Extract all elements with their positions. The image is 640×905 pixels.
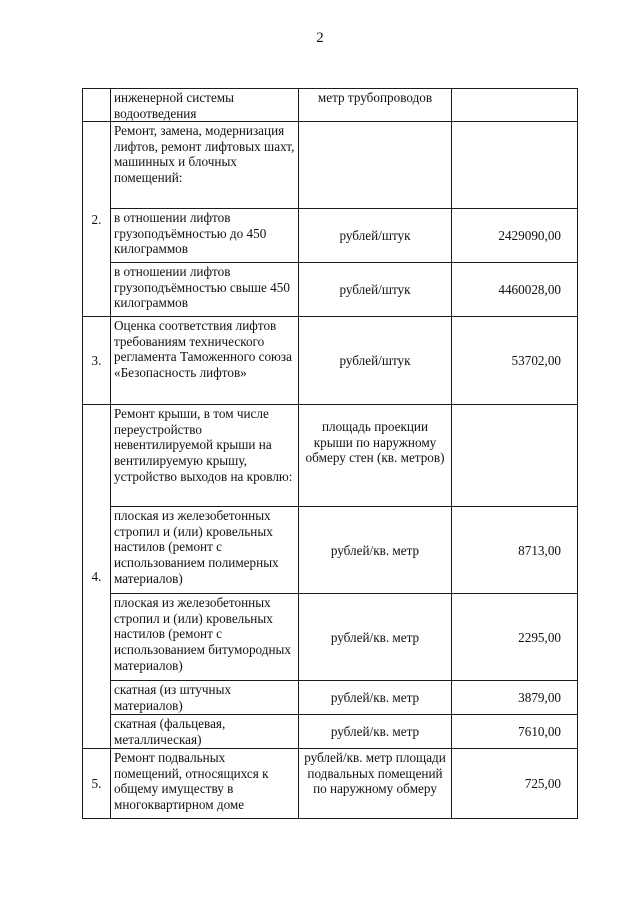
works-price-table	[82, 88, 578, 819]
unit-of-measure: площадь проекции крыши по наружному обмеру стен (кв. метров)	[299, 405, 452, 507]
work-description: Ремонт, замена, модернизация лифтов, ремонт лифтовых шахт, машинных и блочных помещений:	[111, 122, 299, 209]
work-description: скатная (из штучных материалов)	[111, 681, 299, 715]
price-value: 4460028,00	[452, 263, 578, 317]
price-value: 7610,00	[452, 715, 578, 749]
price-value: 2429090,00	[452, 209, 578, 263]
unit-of-measure: рублей/кв. метр площади подвальных помещений по наружному обмеру	[299, 749, 452, 819]
page-number: 2	[316, 30, 324, 46]
table-row	[83, 507, 578, 594]
table-row	[83, 715, 578, 749]
table-row	[83, 749, 578, 819]
work-description: инженерной системы водоотведения	[111, 89, 299, 122]
price-value: 8713,00	[452, 507, 578, 594]
work-description: в отношении лифтов грузоподъёмностью свыше 450 килограммов	[111, 263, 299, 317]
price-value: 725,00	[452, 749, 578, 819]
table-row	[83, 317, 578, 405]
table-row	[83, 122, 578, 209]
unit-of-measure: метр трубопроводов	[299, 89, 452, 122]
table-row	[83, 263, 578, 317]
work-description: Оценка соответствия лифтов требованиям технического регламента Таможенного союза «Безопасность лифтов»	[111, 317, 299, 405]
row-number: 5.	[83, 749, 111, 819]
row-number: 4.	[83, 405, 111, 749]
unit-of-measure: рублей/кв. метр	[299, 681, 452, 715]
unit-of-measure: рублей/кв. метр	[299, 594, 452, 681]
work-description: Ремонт подвальных помещений, относящихся к общему имуществу в многоквартирном доме	[111, 749, 299, 819]
price-value: 2295,00	[452, 594, 578, 681]
price-value: 3879,00	[452, 681, 578, 715]
table-row	[83, 405, 578, 507]
unit-of-measure: рублей/штук	[299, 317, 452, 405]
work-description: скатная (фальцевая, металлическая)	[111, 715, 299, 749]
unit-of-measure: рублей/штук	[299, 263, 452, 317]
price-value	[452, 405, 578, 507]
table-row	[83, 209, 578, 263]
unit-of-measure: рублей/штук	[299, 209, 452, 263]
price-value: 53702,00	[452, 317, 578, 405]
table-row	[83, 89, 578, 122]
row-number: 3.	[83, 317, 111, 405]
row-number	[83, 89, 111, 122]
work-description: плоская из железобетонных стропил и (или) кровельных настилов (ремонт с использованием полимерных материалов)	[111, 507, 299, 594]
unit-of-measure: рублей/кв. метр	[299, 507, 452, 594]
price-value	[452, 122, 578, 209]
table-row	[83, 681, 578, 715]
work-description: Ремонт крыши, в том числе переустройство невентилируемой крыши на вентилируемую крышу, устройство выходов на кровлю:	[111, 405, 299, 507]
table-row	[83, 594, 578, 681]
work-description: в отношении лифтов грузоподъёмностью до 450 килограммов	[111, 209, 299, 263]
unit-of-measure: рублей/кв. метр	[299, 715, 452, 749]
row-number: 2.	[83, 122, 111, 317]
work-description: плоская из железобетонных стропил и (или) кровельных настилов (ремонт с использованием битумородных материалов)	[111, 594, 299, 681]
price-value	[452, 89, 578, 122]
unit-of-measure	[299, 122, 452, 209]
